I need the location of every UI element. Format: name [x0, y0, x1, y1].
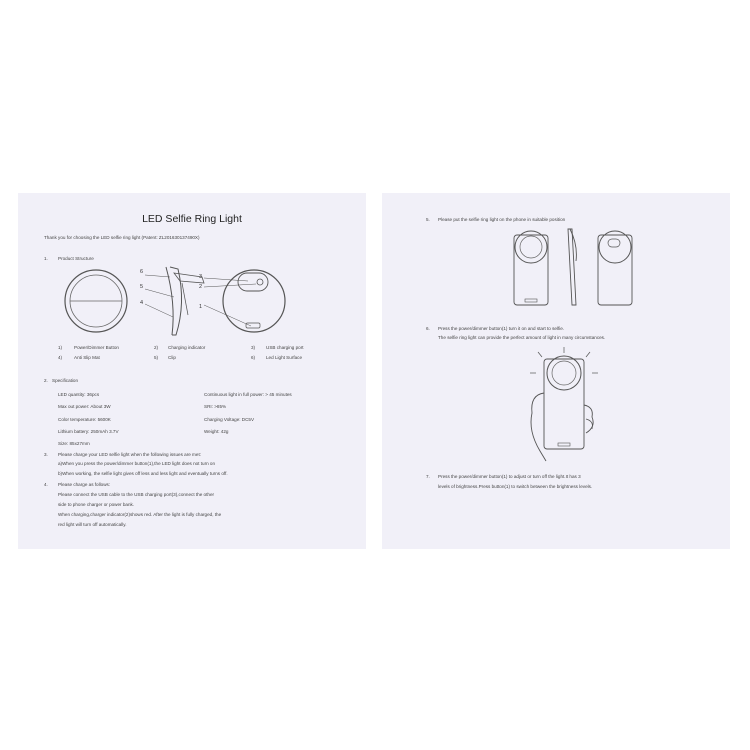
section-2-number: 2.: [44, 378, 48, 383]
section-1-title: Product Structure: [58, 256, 94, 261]
intro-text: Thank you for choosing the LED selfie ring light (Patent: ZL201630137490X): [44, 235, 200, 240]
callout-1: 1: [199, 304, 203, 310]
step-5-text: Please put the selfie ring light on the phone in suitable position: [438, 217, 566, 222]
section-1-number: 1.: [44, 256, 48, 261]
light-rays: [530, 347, 598, 373]
section-4-line: side to phone charger or power bank.: [58, 502, 135, 507]
callout-2: 2: [199, 284, 203, 290]
step-7-line: Press the power/dimmer button(1) to adjust or turn off the light.It has 3: [438, 474, 581, 479]
spec-item: Size: 85x27mm: [58, 441, 90, 446]
part-number: 1): [58, 345, 63, 350]
part-number: 4): [58, 355, 63, 360]
part-number: 5): [154, 355, 159, 360]
part-name: USB charging port: [266, 345, 304, 350]
section-3-line: a)When you press the power/dimmer button(1),the LED light does not turn on: [58, 461, 216, 466]
spec-item: Color temperature: 5600K: [58, 417, 111, 422]
part-number: 6): [251, 355, 256, 360]
callout-4: 4: [140, 300, 144, 306]
spec-item: Weight: 42g: [204, 429, 229, 434]
phone-front-with-ring: [514, 231, 548, 305]
phone-side-with-ring: [568, 229, 576, 305]
part-name: Led Light Surface: [266, 355, 303, 360]
spec-item: Charging Voltage: DC5V: [204, 417, 255, 422]
section-2-title: Specification: [52, 378, 79, 383]
step-6-line: The selfie ring light can provide the perfect amount of light in many circumstances.: [438, 335, 606, 340]
product-structure-diagram: [18, 263, 366, 353]
spec-item: Max out power: About 3W: [58, 404, 111, 409]
spec-item: LED quantity: 36pcs: [58, 392, 100, 397]
manual-page-left: [18, 193, 366, 549]
phone-back-with-ring: [598, 231, 632, 305]
part-number: 2): [154, 345, 159, 350]
section-4-line: Please charge as follows:: [58, 482, 111, 487]
step-5-number: 5.: [426, 217, 430, 222]
ring-back-view: [223, 270, 285, 332]
spec-item: SRI: >85%: [204, 404, 227, 409]
section-4-line: Please connect the USB cable to the USB charging port(3),connect the other: [58, 492, 215, 497]
spec-item: Continuous light in full power: > 45 minutes: [204, 392, 292, 397]
part-name: Clip: [168, 355, 176, 360]
spec-item: Lithium battery: 250mAh 3.7V: [58, 429, 119, 434]
step-6-number: 6.: [426, 326, 430, 331]
phone-in-hand: [544, 356, 584, 449]
callout-3: 3: [199, 274, 203, 280]
section-3-line: b)When working, the selfie light gives off less and less light and eventually turns off.: [58, 471, 228, 476]
step-7-line: levels of brightness.Press button(1) to switch between the brightness levels.: [438, 484, 593, 489]
callout-5: 5: [140, 284, 144, 290]
manual-page-right: [382, 193, 730, 549]
section-4-line: When charging,charger indicator(2)shows red. After the light is fully charged, the: [58, 512, 222, 517]
part-name: Power/Dimmer Button: [74, 345, 119, 350]
part-number: 3): [251, 345, 256, 350]
step-6-hand-holding-phone: [382, 343, 730, 463]
step-5-phone-illustrations: [382, 223, 730, 323]
section-3-line: Please charge your LED selfie light when the following issues are met:: [58, 452, 201, 457]
ring-front-view: [65, 270, 127, 332]
part-name: Charging indicator: [168, 345, 206, 350]
section-4-number: 4.: [44, 482, 48, 487]
callout-6: 6: [140, 269, 144, 275]
section-3-number: 3.: [44, 452, 48, 457]
section-4-line: red light will turn off automatically.: [58, 522, 127, 527]
manual-title: LED Selfie Ring Light: [142, 213, 242, 225]
part-name: Anti Slip Mat: [74, 355, 100, 360]
step-7-number: 7.: [426, 474, 430, 479]
step-6-line: Press the power/dimmer button(1) turn it on and start to selfie.: [438, 326, 565, 331]
